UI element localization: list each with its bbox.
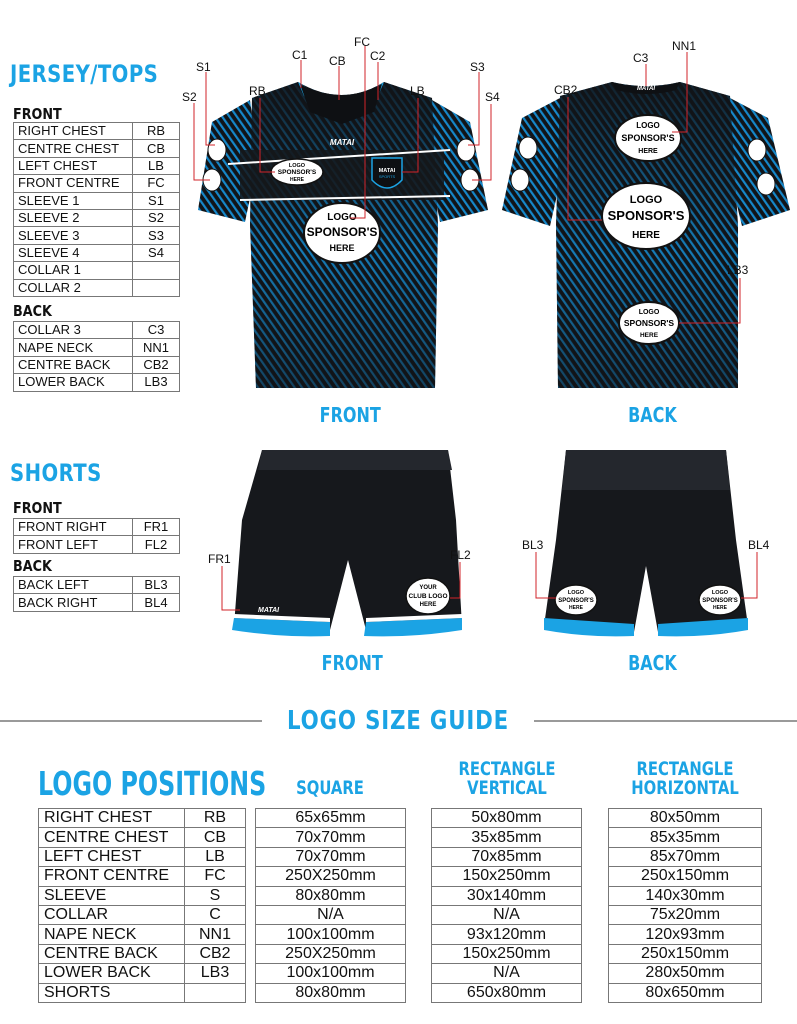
jersey-front-row: [14, 209, 180, 226]
col-rect-vertical-header: [449, 760, 566, 798]
guide-horizontal-cell: 140x30mm: [609, 886, 762, 905]
svg-text:CB2: CB2: [554, 83, 578, 97]
guide-horizontal-cell: 250x150mm: [609, 867, 762, 886]
guide-position-name: NAPE NECK: [39, 925, 185, 944]
position-code: S4: [133, 244, 180, 261]
guide-position-name: LEFT CHEST: [39, 847, 185, 866]
guide-position-name: FRONT CENTRE: [39, 867, 185, 886]
position-name: SLEEVE 2: [14, 209, 133, 226]
jersey-front-label: FRONT: [319, 403, 381, 427]
guide-horizontal-row: [609, 809, 762, 828]
guide-horizontal-cell: 120x93mm: [609, 925, 762, 944]
guide-position-name: SLEEVE: [39, 886, 185, 905]
position-code: NN1: [133, 339, 180, 356]
jersey-front-table: [13, 122, 180, 297]
svg-text:SPONSOR'S: SPONSOR'S: [702, 598, 738, 604]
position-code: [133, 262, 180, 279]
guide-square-cell: 70x70mm: [256, 847, 406, 866]
position-code: CB2: [133, 356, 180, 373]
svg-text:FC: FC: [354, 35, 370, 49]
logo-size-guide-title: LOGO SIZE GUIDE: [286, 706, 510, 736]
svg-text:S4: S4: [485, 90, 500, 104]
jersey-front-heading: FRONT: [13, 105, 62, 123]
svg-text:SPONSOR'S: SPONSOR'S: [277, 169, 317, 176]
col-square-header: SQUARE: [296, 777, 364, 799]
jersey-front-row: [14, 175, 180, 192]
guide-vertical-cell: 150x250mm: [432, 944, 582, 963]
svg-text:C3: C3: [633, 51, 649, 65]
guide-position-row: [39, 886, 246, 905]
col-rect-vertical-line1: RECTANGLE: [458, 758, 556, 780]
shorts-front-row: [14, 519, 180, 536]
position-name: COLLAR 2: [14, 279, 133, 296]
svg-text:SPONSOR'S: SPONSOR'S: [621, 133, 675, 143]
guide-horizontal-row: [609, 828, 762, 847]
svg-text:SPONSOR'S: SPONSOR'S: [607, 208, 685, 223]
guide-position-row: [39, 828, 246, 847]
position-code: C3: [133, 322, 180, 339]
guide-position-code: [185, 983, 246, 1002]
guide-square-row: [256, 886, 406, 905]
jersey-back-table: [13, 321, 180, 392]
svg-text:MATAI: MATAI: [378, 168, 396, 174]
guide-position-row: [39, 867, 246, 886]
svg-text:FR1: FR1: [208, 552, 231, 566]
position-name: NAPE NECK: [14, 339, 133, 356]
guide-square-row: [256, 925, 406, 944]
guide-position-code: FC: [185, 867, 246, 886]
position-name: COLLAR 3: [14, 322, 133, 339]
guide-position-name: LOWER BACK: [39, 964, 185, 983]
svg-text:HERE: HERE: [569, 605, 583, 611]
guide-horizontal-cell: 85x70mm: [609, 847, 762, 866]
guide-square-row: [256, 828, 406, 847]
jersey-section-title: JERSEY/TOPS: [10, 60, 159, 88]
guide-position-row: [39, 809, 246, 828]
svg-text:SPONSOR'S: SPONSOR'S: [306, 225, 378, 239]
svg-text:LOGO: LOGO: [288, 163, 306, 169]
position-code: FR1: [133, 519, 180, 536]
jersey-front-row: [14, 227, 180, 244]
position-code: LB3: [133, 374, 180, 391]
guide-horizontal-row: [609, 847, 762, 866]
svg-text:LOGO: LOGO: [636, 121, 660, 130]
position-code: FC: [133, 175, 180, 192]
shorts-back-illustration: [515, 440, 795, 650]
shorts-back-label: BACK: [628, 651, 677, 675]
position-name: SLEEVE 1: [14, 192, 133, 209]
svg-text:BL4: BL4: [748, 538, 770, 552]
guide-square-cell: 100x100mm: [256, 925, 406, 944]
logo-positions-title: LOGO POSITIONS: [38, 764, 267, 803]
svg-text:S1: S1: [196, 60, 211, 74]
position-code: RB: [133, 123, 180, 140]
guide-position-row: [39, 944, 246, 963]
position-name: FRONT CENTRE: [14, 175, 133, 192]
guide-horizontal-row: [609, 905, 762, 924]
guide-vertical-row: [432, 905, 582, 924]
position-code: BL4: [133, 594, 180, 611]
guide-square-row: [256, 809, 406, 828]
svg-text:LOGO: LOGO: [567, 590, 585, 596]
guide-horizontal-row: [609, 983, 762, 1002]
svg-text:SPONSOR'S: SPONSOR'S: [623, 318, 675, 328]
jersey-back-heading: BACK: [13, 302, 52, 320]
guide-position-code: RB: [185, 809, 246, 828]
svg-text:BL3: BL3: [522, 538, 544, 552]
svg-text:HERE: HERE: [329, 243, 355, 253]
guide-position-code: CB2: [185, 944, 246, 963]
guide-position-name: SHORTS: [39, 983, 185, 1002]
guide-square-cell: 80x80mm: [256, 983, 406, 1002]
guide-position-row: [39, 925, 246, 944]
guide-position-code: S: [185, 886, 246, 905]
svg-text:C1: C1: [292, 48, 308, 62]
guide-square-cell: 100x100mm: [256, 964, 406, 983]
col-rect-horizontal-line2: HORIZONTAL: [631, 777, 739, 799]
svg-text:LOGO: LOGO: [629, 194, 663, 206]
guide-square-cell: 80x80mm: [256, 886, 406, 905]
guide-horizontal-cell: 80x50mm: [609, 809, 762, 828]
guide-vertical-cell: 30x140mm: [432, 886, 582, 905]
jersey-front-row: [14, 279, 180, 296]
guide-horizontal-row: [609, 925, 762, 944]
position-name: CENTRE CHEST: [14, 140, 133, 157]
guide-horizontal-row: [609, 867, 762, 886]
guide-square-table: [255, 808, 406, 1003]
position-code: S2: [133, 209, 180, 226]
guide-vertical-row: [432, 886, 582, 905]
shorts-front-row: [14, 536, 180, 553]
shorts-back-heading: BACK: [13, 557, 52, 575]
guide-position-code: LB3: [185, 964, 246, 983]
guide-position-code: CB: [185, 828, 246, 847]
guide-vertical-row: [432, 944, 582, 963]
guide-square-cell: 65x65mm: [256, 809, 406, 828]
jersey-front-brand: MATAI: [329, 138, 355, 147]
guide-positions-table: [38, 808, 246, 1003]
svg-text:LOGO: LOGO: [638, 309, 660, 316]
svg-text:CLUB LOGO: CLUB LOGO: [408, 593, 448, 600]
position-code: BL3: [133, 577, 180, 594]
jersey-front-illustration: [182, 35, 500, 400]
jersey-back-row: [14, 339, 180, 356]
shorts-front-label: FRONT: [321, 651, 383, 675]
svg-text:S2: S2: [182, 90, 197, 104]
guide-position-row: [39, 964, 246, 983]
guide-square-row: [256, 847, 406, 866]
jersey-back-row: [14, 374, 180, 391]
svg-text:FL2: FL2: [450, 548, 471, 562]
guide-horizontal-cell: 250x150mm: [609, 944, 762, 963]
guide-position-name: RIGHT CHEST: [39, 809, 185, 828]
guide-vertical-cell: 50x80mm: [432, 809, 582, 828]
guide-vertical-row: [432, 809, 582, 828]
svg-text:HERE: HERE: [290, 177, 304, 183]
guide-vertical-cell: 93x120mm: [432, 925, 582, 944]
svg-text:LB3: LB3: [727, 263, 749, 277]
svg-text:HERE: HERE: [713, 605, 727, 611]
svg-text:NN1: NN1: [672, 39, 697, 53]
guide-square-row: [256, 983, 406, 1002]
position-name: BACK RIGHT: [14, 594, 133, 611]
position-code: LB: [133, 157, 180, 174]
guide-square-row: [256, 905, 406, 924]
guide-vertical-row: [432, 925, 582, 944]
position-name: CENTRE BACK: [14, 356, 133, 373]
jersey-front-row: [14, 140, 180, 157]
guide-position-name: CENTRE BACK: [39, 944, 185, 963]
svg-text:HERE: HERE: [638, 148, 658, 155]
jersey-back-row: [14, 356, 180, 373]
jersey-back-row: [14, 322, 180, 339]
guide-vertical-cell: N/A: [432, 964, 582, 983]
shorts-back-table: [13, 576, 180, 612]
svg-text:LOGO: LOGO: [327, 212, 357, 223]
guide-square-row: [256, 944, 406, 963]
shorts-section-title: SHORTS: [10, 459, 102, 487]
guide-horizontal-table: [608, 808, 762, 1003]
guide-horizontal-cell: 80x650mm: [609, 983, 762, 1002]
guide-position-name: COLLAR: [39, 905, 185, 924]
jersey-front-row: [14, 123, 180, 140]
position-name: SLEEVE 4: [14, 244, 133, 261]
guide-square-cell: 250X250mm: [256, 944, 406, 963]
guide-square-row: [256, 964, 406, 983]
guide-horizontal-row: [609, 964, 762, 983]
guide-square-cell: N/A: [256, 905, 406, 924]
svg-text:S3: S3: [470, 60, 485, 74]
guide-divider-right: [534, 720, 797, 722]
svg-text:SPORTS: SPORTS: [378, 174, 396, 179]
shorts-back-row: [14, 594, 180, 611]
guide-vertical-row: [432, 964, 582, 983]
jersey-back-right-sleeve: [502, 98, 565, 226]
guide-square-cell: 70x70mm: [256, 828, 406, 847]
jersey-front-row: [14, 192, 180, 209]
shorts-back-row: [14, 577, 180, 594]
position-name: FRONT LEFT: [14, 536, 133, 553]
position-name: FRONT RIGHT: [14, 519, 133, 536]
jersey-front-row: [14, 262, 180, 279]
svg-text:C2: C2: [370, 49, 386, 63]
svg-text:RB: RB: [249, 84, 266, 98]
guide-position-row: [39, 905, 246, 924]
svg-text:MATAI: MATAI: [636, 86, 656, 92]
guide-position-code: C: [185, 905, 246, 924]
position-name: COLLAR 1: [14, 262, 133, 279]
guide-vertical-cell: 70x85mm: [432, 847, 582, 866]
position-code: [133, 279, 180, 296]
guide-vertical-cell: 150x250mm: [432, 867, 582, 886]
svg-text:HERE: HERE: [419, 602, 437, 608]
guide-horizontal-cell: 85x35mm: [609, 828, 762, 847]
svg-text:SPONSOR'S: SPONSOR'S: [558, 598, 594, 604]
jersey-back-illustration: [495, 40, 795, 400]
position-code: FL2: [133, 536, 180, 553]
guide-vertical-table: [431, 808, 582, 1003]
position-name: SLEEVE 3: [14, 227, 133, 244]
guide-vertical-cell: 35x85mm: [432, 828, 582, 847]
guide-square-row: [256, 867, 406, 886]
guide-position-row: [39, 847, 246, 866]
jersey-front-row: [14, 244, 180, 261]
position-code: S3: [133, 227, 180, 244]
guide-divider-left: [0, 720, 262, 722]
position-code: CB: [133, 140, 180, 157]
svg-text:LOGO: LOGO: [711, 590, 729, 596]
guide-horizontal-cell: 280x50mm: [609, 964, 762, 983]
guide-vertical-row: [432, 847, 582, 866]
guide-vertical-row: [432, 983, 582, 1002]
jersey-front-row: [14, 157, 180, 174]
svg-text:LB: LB: [410, 84, 425, 98]
jersey-back-label: BACK: [628, 403, 677, 427]
guide-square-cell: 250X250mm: [256, 867, 406, 886]
guide-vertical-row: [432, 867, 582, 886]
col-rect-horizontal-line1: RECTANGLE: [636, 758, 734, 780]
svg-text:MATAI: MATAI: [258, 607, 280, 614]
guide-vertical-cell: N/A: [432, 905, 582, 924]
guide-position-code: LB: [185, 847, 246, 866]
position-name: LEFT CHEST: [14, 157, 133, 174]
shorts-front-table: [13, 518, 180, 554]
guide-position-code: NN1: [185, 925, 246, 944]
guide-horizontal-row: [609, 886, 762, 905]
guide-horizontal-cell: 75x20mm: [609, 905, 762, 924]
guide-horizontal-row: [609, 944, 762, 963]
svg-text:HERE: HERE: [632, 230, 660, 241]
guide-position-row: [39, 983, 246, 1002]
svg-text:CB: CB: [329, 54, 346, 68]
shorts-front-heading: FRONT: [13, 499, 62, 517]
guide-position-name: CENTRE CHEST: [39, 828, 185, 847]
guide-vertical-row: [432, 828, 582, 847]
guide-vertical-cell: 650x80mm: [432, 983, 582, 1002]
position-code: S1: [133, 192, 180, 209]
position-name: LOWER BACK: [14, 374, 133, 391]
col-rect-horizontal-header: [627, 760, 744, 798]
svg-text:HERE: HERE: [639, 332, 659, 339]
col-rect-vertical-line2: VERTICAL: [467, 777, 547, 799]
shorts-front-illustration: [200, 440, 490, 650]
svg-text:YOUR: YOUR: [419, 585, 437, 591]
position-name: RIGHT CHEST: [14, 123, 133, 140]
position-name: BACK LEFT: [14, 577, 133, 594]
